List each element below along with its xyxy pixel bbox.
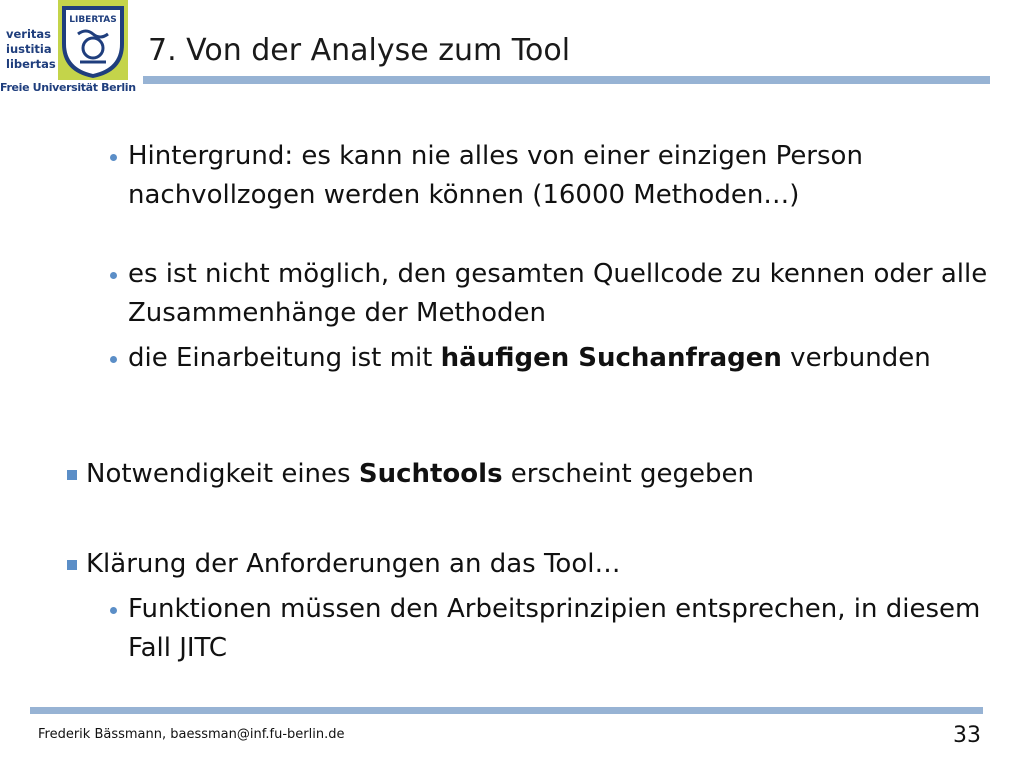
logo-motto-word: libertas xyxy=(6,57,56,71)
bullet-text: die Einarbeitung ist mit häufigen Suchanfragen verbunden xyxy=(128,343,931,373)
slide-title: 7. Von der Analyse zum Tool xyxy=(148,33,571,68)
logo-motto-word: iustitia xyxy=(6,42,52,56)
bullet-item xyxy=(110,137,1000,215)
logo-university-name: Freie Universität Berlin xyxy=(0,81,136,94)
bullet-item xyxy=(110,339,1000,378)
title-divider xyxy=(143,76,990,84)
square-bullet-icon xyxy=(67,560,77,570)
logo-motto xyxy=(6,27,56,72)
emphasis-text: Suchtools xyxy=(358,459,503,489)
bullet-item xyxy=(64,545,994,584)
footer-divider xyxy=(30,707,983,714)
round-bullet-icon xyxy=(110,272,117,279)
bullet-text: Hintergrund: es kann nie alles von einer einzigen Person nachvollzogen werden können (16000 Methoden…) xyxy=(128,141,863,210)
square-bullet-icon xyxy=(67,470,77,480)
logo-seal-icon xyxy=(58,0,128,80)
university-logo xyxy=(0,0,136,100)
footer-author: Frederik Bässmann, baessman@inf.fu-berlin.de xyxy=(38,727,345,742)
bullet-item xyxy=(110,255,1000,333)
bullet-item xyxy=(64,455,994,494)
round-bullet-icon xyxy=(110,154,117,161)
round-bullet-icon xyxy=(110,356,117,363)
logo-motto-word: veritas xyxy=(6,27,52,41)
bullet-text: Notwendigkeit eines Suchtools erscheint gegeben xyxy=(86,459,754,489)
logo-seal-text: LIBERTAS xyxy=(69,15,117,25)
round-bullet-icon xyxy=(110,607,117,614)
emphasis-text: häufigen Suchanfragen xyxy=(440,343,782,373)
bullet-text: Funktionen müssen den Arbeitsprinzipien entsprechen, in diesem Fall JITC xyxy=(128,594,981,663)
bullet-item xyxy=(110,590,1000,668)
bullet-text: Klärung der Anforderungen an das Tool… xyxy=(86,549,621,579)
page-number: 33 xyxy=(953,723,981,748)
bullet-text: es ist nicht möglich, den gesamten Quellcode zu kennen oder alle Zusammenhänge der Methoden xyxy=(128,259,988,328)
